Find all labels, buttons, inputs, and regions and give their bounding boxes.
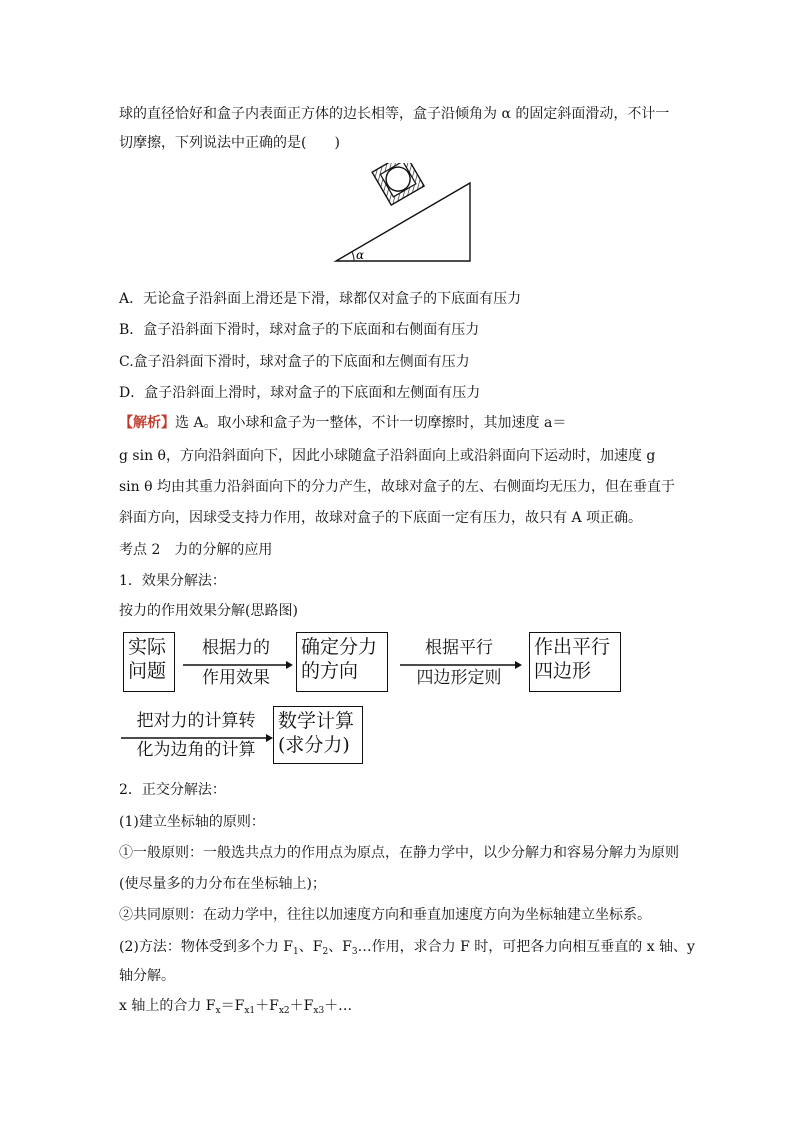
flow-arrow-label-2-top: 根据平行 bbox=[425, 638, 493, 658]
question-line-2: 切摩擦，下列说法中正确的是( ) bbox=[119, 135, 340, 151]
incline-box-figure bbox=[330, 163, 480, 267]
option-c: C.盒子沿斜面下滑时，球对盒子的下底面和左侧面有压力 bbox=[119, 354, 470, 370]
flow-arrow-label-3-top: 把对力的计算转 bbox=[136, 711, 256, 731]
item-1-subtitle: 按力的作用效果分解(思路图) bbox=[119, 603, 298, 619]
flow-box-math-calc: 数学计算 (求分力) bbox=[273, 706, 363, 764]
option-b: B．盒子沿斜面下滑时，球对盒子的下底面和右侧面有压力 bbox=[119, 322, 480, 338]
principle-common: ②共同原则：在动力学中，往往以加速度方向和垂直加速度方向为坐标轴建立坐标系。 bbox=[119, 907, 651, 923]
question-line-1: 球的直径恰好和盒子内表面正方体的边长相等，盒子沿倾角为 α 的固定斜面滑动，不计一 bbox=[119, 106, 670, 122]
analysis-line-1 bbox=[119, 413, 566, 433]
flow-box-actual-problem: 实际 问题 bbox=[123, 632, 175, 692]
flow-arrow-label-1-bottom: 作用效果 bbox=[202, 668, 270, 688]
option-a: A．无论盒子沿斜面上滑还是下滑，球都仅对盒子的下底面有压力 bbox=[119, 291, 522, 307]
section-title: 考点 2 力的分解的应用 bbox=[119, 542, 273, 558]
principle-general-cont: (使尽量多的力分布在坐标轴上)； bbox=[119, 876, 326, 892]
flow-box-component-direction: 确定分力 的方向 bbox=[296, 632, 388, 692]
item-2-title: 2．正交分解法： bbox=[119, 782, 226, 798]
angle-label: α bbox=[356, 248, 365, 262]
option-d: D．盒子沿斜面上滑时，球对盒子的下底面和左侧面有压力 bbox=[119, 385, 481, 401]
item-1-title: 1．效果分解法： bbox=[119, 573, 226, 589]
analysis-text-1: 选 A。取小球和盒子为一整体，不计一切摩擦时，其加速度 a＝ bbox=[175, 415, 567, 431]
angle-arc bbox=[352, 252, 354, 261]
x-axis-resultant: x 轴上的合力 $F_x=F_{x1}+F_{x2}+F_{x3}+\dots$ bbox=[119, 998, 353, 1016]
principle-general: ①一般原则：一般选共点力的作用点为原点，在静力学中，以少分解力和容易分解力为原则 bbox=[119, 845, 679, 861]
analysis-line-3: sin θ 均由其重力沿斜面向下的分力产生，故球对盒子的左、右侧面均无压力，但在垂直于 bbox=[119, 479, 676, 495]
method-line-2: 轴分解。 bbox=[119, 968, 175, 984]
flow-box-parallelogram: 作出平行 四边形 bbox=[529, 632, 621, 692]
flow-arrow-label-1-top: 根据力的 bbox=[202, 638, 270, 658]
flow-arrow-label-2-bottom: 四边形定则 bbox=[416, 668, 502, 688]
analysis-line-2: g sin θ，方向沿斜面向下，因此小球随盒子沿斜面向上或沿斜面向下运动时，加速度 g bbox=[119, 448, 656, 464]
principle-heading: (1)建立坐标轴的原则： bbox=[119, 814, 265, 830]
flow-arrow-label-3-bottom: 化为边角的计算 bbox=[136, 740, 256, 760]
analysis-line-4: 斜面方向，因球受支持力作用，故球对盒子的下底面一定有压力，故只有 A 项正确。 bbox=[119, 510, 643, 526]
method-line-1: (2)方法：物体受到多个力 $F_1$、$F_2$、$F_3\dots$作用，求合力 F 时，可把各力向相互垂直的 x 轴、y bbox=[119, 939, 695, 957]
analysis-tag: 【解析】 bbox=[119, 415, 175, 431]
box-with-ball bbox=[372, 163, 424, 205]
